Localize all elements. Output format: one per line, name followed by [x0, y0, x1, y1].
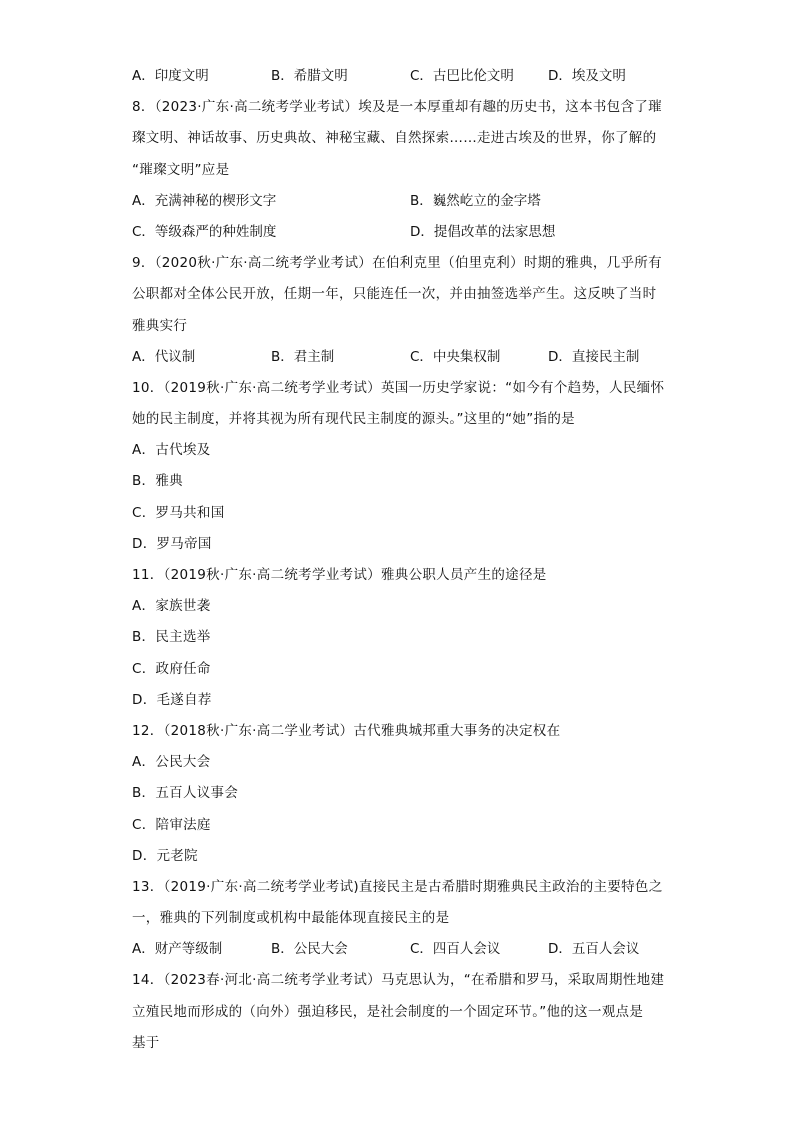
q9-option-d: D．直接民主制 [548, 349, 640, 365]
q9-option-b: B．君主制 [271, 349, 335, 365]
q8-option-c: C．等级森严的种姓制度 [132, 224, 277, 240]
q13-stem-line-2: 一，雅典的下列制度或机构中最能体现直接民主的是 [132, 910, 450, 926]
q9-stem-line-1: 9．（2020秋·广东·高二统考学业考试）在伯利克里（伯里克利）时期的雅典，几乎所有 [132, 255, 662, 271]
q8-option-d: D．提倡改革的法家思想 [410, 224, 556, 240]
q12-option-d: D．元老院 [132, 848, 198, 864]
q14-stem-line-1: 14．（2023春·河北·高二统考学业考试）马克思认为，“在希腊和罗马，采取周期性地建 [132, 972, 665, 988]
q9-stem-line-2: 公职都对全体公民开放，任期一年，只能连任一次，并由抽签选举产生。这反映了当时 [132, 286, 657, 302]
q13-option-a: A．财产等级制 [132, 941, 223, 957]
q7-option-d: D．埃及文明 [548, 68, 626, 84]
q13-option-d: D．五百人会议 [548, 941, 640, 957]
q14-stem-line-2: 立殖民地而形成的（向外）强迫移民，是社会制度的一个固定环节。”他的这一观点是 [132, 1004, 644, 1020]
q10-stem-line-1: 10．（2019秋·广东·高二统考学业考试）英国一历史学家说：“如今有个趋势，人民缅怀 [132, 380, 665, 396]
q12-option-a: A．公民大会 [132, 754, 211, 770]
q11-option-b: B．民主选举 [132, 629, 211, 645]
q10-option-a: A．古代埃及 [132, 442, 211, 458]
q13-stem-line-1: 13．（2019·广东·高二统考学业考试)直接民主是古希腊时期雅典民主政治的主要特色之 [132, 879, 663, 895]
q7-option-b: B．希腊文明 [271, 68, 348, 84]
q11-option-c: C．政府任命 [132, 661, 211, 677]
q13-option-c: C．四百人会议 [410, 941, 501, 957]
q8-stem-line-2: 璨文明、神话故事、历史典故、神秘宝藏、自然探索……走进古埃及的世界，你了解的 [132, 130, 657, 146]
q10-stem-line-2: 她的民主制度，并将其视为所有现代民主制度的源头。”这里的“她”指的是 [132, 411, 575, 427]
q9-option-a: A．代议制 [132, 349, 196, 365]
q8-stem-line-3: “璀璨文明”应是 [132, 162, 230, 178]
q12-option-c: C．陪审法庭 [132, 817, 211, 833]
q13-option-b: B．公民大会 [271, 941, 348, 957]
q10-option-b: B．雅典 [132, 473, 183, 489]
q8-option-b: B．巍然屹立的金字塔 [410, 193, 541, 209]
q12-stem-line-1: 12．（2018秋·广东·高二学业考试）古代雅典城邦重大事务的决定权在 [132, 723, 561, 739]
q8-stem-line-1: 8．（2023·广东·高二统考学业考试）埃及是一本厚重却有趣的历史书，这本书包含了璀 [132, 99, 662, 115]
q10-option-d: D．罗马帝国 [132, 536, 212, 552]
q7-option-a: A．印度文明 [132, 68, 209, 84]
q8-option-a: A．充满神秘的楔形文字 [132, 193, 277, 209]
q11-stem-line-1: 11．（2019秋·广东·高二统考学业考试）雅典公职人员产生的途径是 [132, 567, 547, 583]
q9-stem-line-3: 雅典实行 [132, 318, 188, 334]
q12-option-b: B．五百人议事会 [132, 785, 239, 801]
q11-option-d: D．毛遂自荐 [132, 692, 212, 708]
q9-option-c: C．中央集权制 [410, 349, 501, 365]
q7-option-c: C．古巴比伦文明 [410, 68, 514, 84]
q14-stem-line-3: 基于 [132, 1035, 160, 1051]
q10-option-c: C．罗马共和国 [132, 505, 225, 521]
q11-option-a: A．家族世袭 [132, 598, 211, 614]
